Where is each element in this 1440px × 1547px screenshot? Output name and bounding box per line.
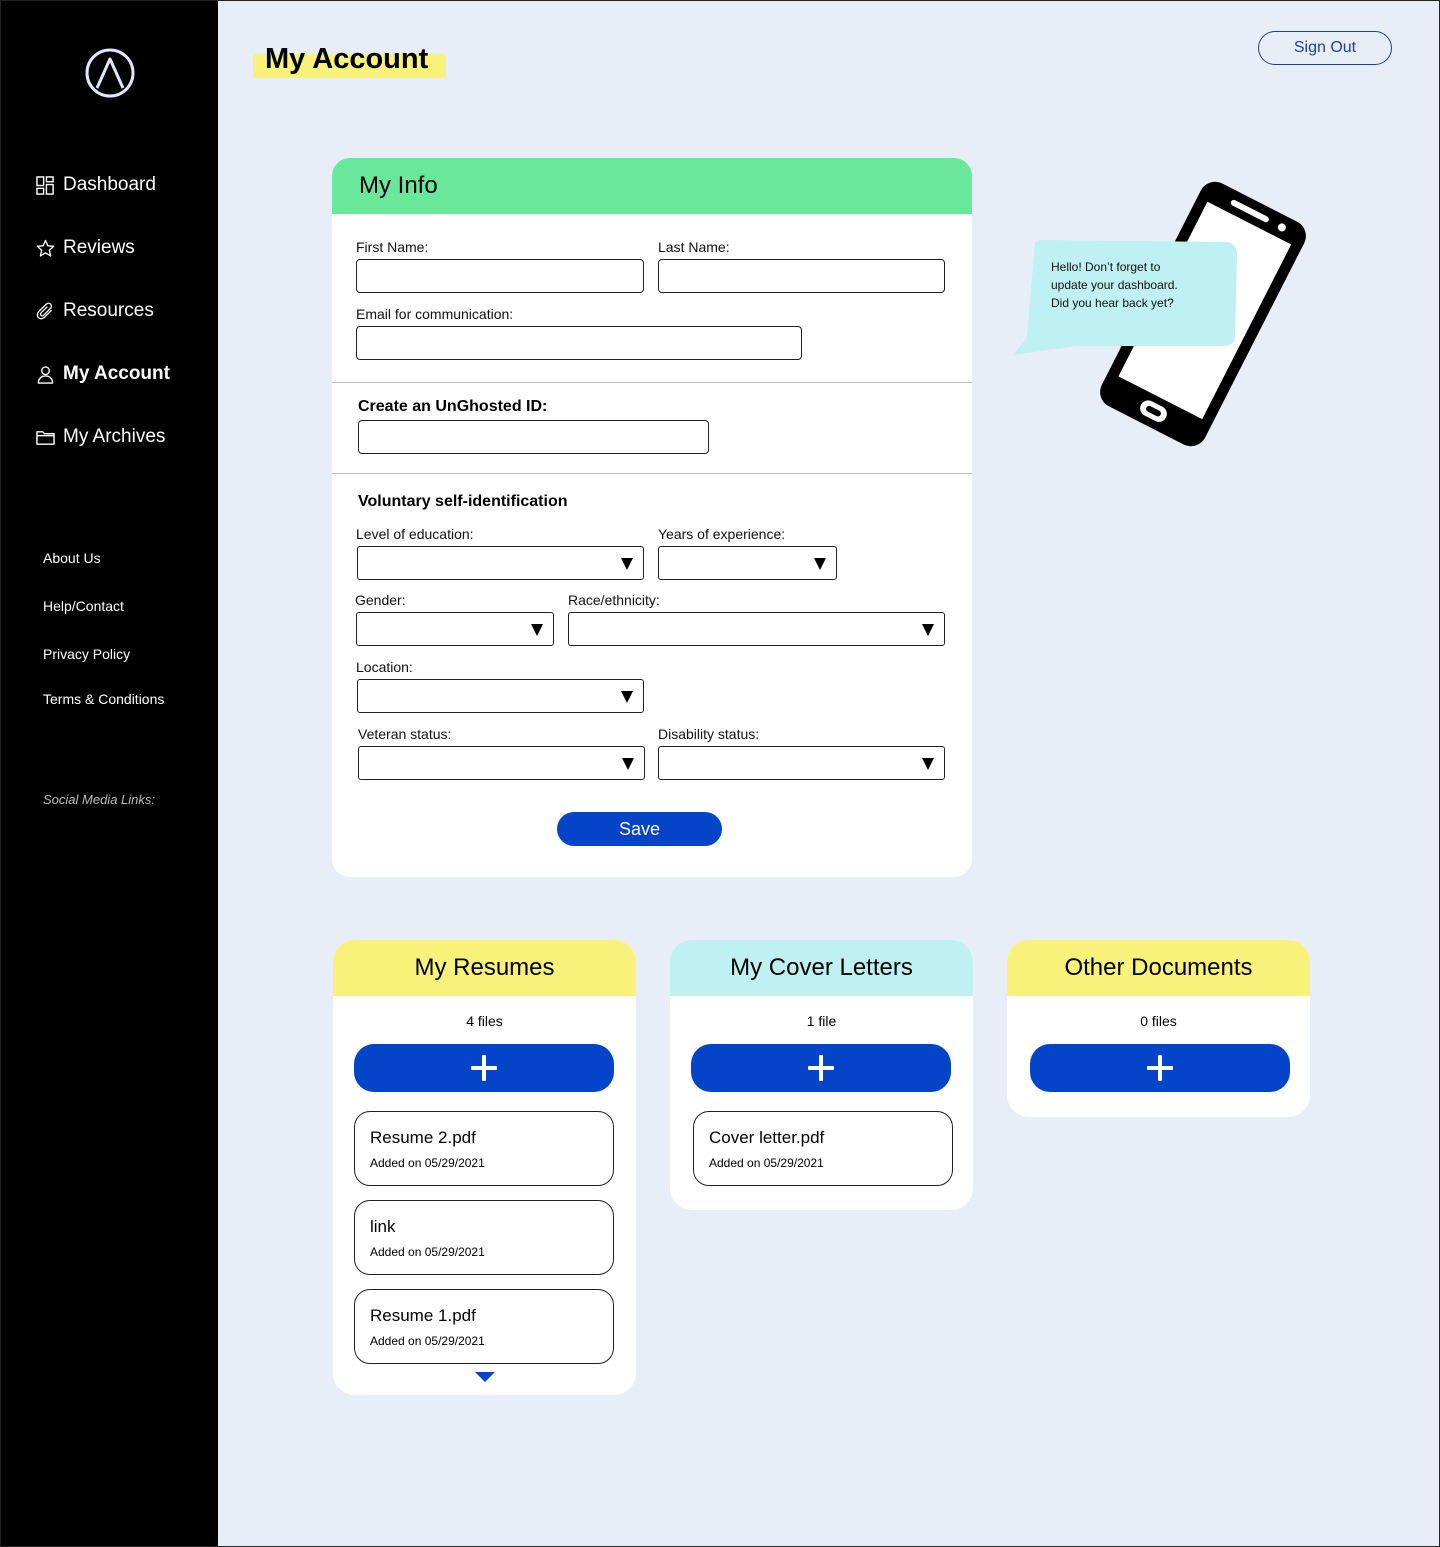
- race-select[interactable]: [568, 612, 945, 646]
- email-label: Email for communication:: [356, 306, 514, 322]
- folder-icon: [36, 428, 55, 447]
- chevron-down-icon: [621, 691, 633, 703]
- add-resume-button[interactable]: [354, 1044, 614, 1092]
- bubble-text: [1051, 258, 1221, 312]
- education-label: Level of education:: [356, 526, 474, 542]
- unghosted-id-label: Create an UnGhosted ID:: [358, 398, 548, 415]
- plus-icon: [471, 1055, 497, 1081]
- experience-select[interactable]: [658, 546, 837, 580]
- plus-icon: [808, 1055, 834, 1081]
- disability-select[interactable]: [658, 746, 945, 780]
- file-name: Resume 2.pdf: [370, 1128, 476, 1147]
- nav-dashboard-label: Dashboard: [63, 174, 156, 195]
- resumes-title: My Resumes: [333, 940, 636, 996]
- privacy-policy-link[interactable]: Privacy Policy: [43, 646, 131, 662]
- gender-label: Gender:: [355, 592, 406, 608]
- chevron-down-icon: [814, 558, 826, 570]
- social-media-label: Social Media Links:: [43, 792, 155, 807]
- phone-illustration: [1005, 170, 1315, 460]
- last-name-input[interactable]: [658, 259, 945, 293]
- resumes-card: [333, 940, 636, 1395]
- first-name-label: First Name:: [356, 239, 429, 255]
- divider: [332, 473, 972, 474]
- other-documents-count: 0 files: [1140, 1013, 1177, 1029]
- veteran-select[interactable]: [358, 746, 645, 780]
- nav-resources-label: Resources: [63, 300, 154, 321]
- user-icon: [36, 365, 55, 384]
- divider: [332, 382, 972, 383]
- disability-label: Disability status:: [658, 726, 760, 742]
- file-date: Added on 05/29/2021: [370, 1156, 485, 1170]
- help-contact-link[interactable]: Help/Contact: [43, 598, 124, 614]
- nav-dashboard[interactable]: [36, 174, 156, 196]
- nav-my-archives[interactable]: [36, 426, 165, 448]
- my-info-card: [332, 158, 972, 877]
- cover-letters-card: [670, 940, 973, 1210]
- file-date: Added on 05/29/2021: [370, 1334, 485, 1348]
- chevron-down-icon: [922, 758, 934, 770]
- chevron-down-icon[interactable]: [475, 1372, 495, 1382]
- nav-resources[interactable]: [36, 300, 154, 322]
- file-item[interactable]: [354, 1289, 614, 1364]
- chevron-down-icon: [622, 758, 634, 770]
- unghosted-logo[interactable]: [84, 47, 136, 99]
- save-button[interactable]: Save: [557, 812, 722, 846]
- page-title: My Account: [265, 43, 429, 75]
- nav-reviews[interactable]: [36, 237, 135, 259]
- cover-letters-count: 1 file: [806, 1013, 837, 1029]
- about-us-link[interactable]: About Us: [43, 550, 101, 566]
- add-other-document-button[interactable]: [1030, 1044, 1290, 1092]
- location-select[interactable]: [357, 679, 644, 713]
- unghosted-id-input[interactable]: [358, 420, 709, 454]
- nav-reviews-label: Reviews: [63, 237, 135, 258]
- file-name: Resume 1.pdf: [370, 1306, 476, 1325]
- voluntary-heading: Voluntary self-identification: [358, 493, 568, 510]
- star-icon: [36, 239, 55, 258]
- education-select[interactable]: [357, 546, 644, 580]
- resumes-count: 4 files: [466, 1013, 503, 1029]
- bubble-line: Hello! Don’t forget to: [1051, 260, 1161, 274]
- bubble-line: Did you hear back yet?: [1051, 296, 1174, 310]
- bubble-line: update your dashboard.: [1051, 278, 1178, 292]
- sign-out-button[interactable]: Sign Out: [1258, 31, 1392, 65]
- file-item[interactable]: [354, 1200, 614, 1275]
- veteran-label: Veteran status:: [358, 726, 452, 742]
- file-item[interactable]: [693, 1111, 953, 1186]
- file-item[interactable]: [354, 1111, 614, 1186]
- dashboard-grid-icon: [36, 176, 55, 195]
- nav-my-account-label: My Account: [63, 363, 170, 384]
- last-name-label: Last Name:: [658, 239, 730, 255]
- paperclip-icon: [36, 302, 55, 321]
- sidebar: [0, 0, 218, 1547]
- file-date: Added on 05/29/2021: [370, 1245, 485, 1259]
- file-name: Cover letter.pdf: [709, 1128, 825, 1147]
- email-input[interactable]: [356, 326, 802, 360]
- plus-icon: [1147, 1055, 1173, 1081]
- other-documents-title: Other Documents: [1007, 940, 1310, 996]
- page-title-wrap: [253, 44, 428, 74]
- file-date: Added on 05/29/2021: [709, 1156, 824, 1170]
- nav-my-account[interactable]: [36, 363, 170, 385]
- experience-label: Years of experience:: [658, 526, 786, 542]
- gender-select[interactable]: [356, 612, 554, 646]
- terms-conditions-link[interactable]: Terms & Conditions: [43, 691, 165, 707]
- cover-letters-title: My Cover Letters: [670, 940, 973, 996]
- other-documents-card: [1007, 940, 1310, 1117]
- file-name: link: [370, 1217, 396, 1236]
- my-info-title: My Info: [332, 158, 972, 214]
- chevron-down-icon: [531, 624, 543, 636]
- location-label: Location:: [356, 659, 413, 675]
- first-name-input[interactable]: [356, 259, 644, 293]
- add-cover-letter-button[interactable]: [691, 1044, 951, 1092]
- race-label: Race/ethnicity:: [568, 592, 660, 608]
- nav-my-archives-label: My Archives: [63, 426, 166, 447]
- chevron-down-icon: [621, 558, 633, 570]
- chevron-down-icon: [922, 624, 934, 636]
